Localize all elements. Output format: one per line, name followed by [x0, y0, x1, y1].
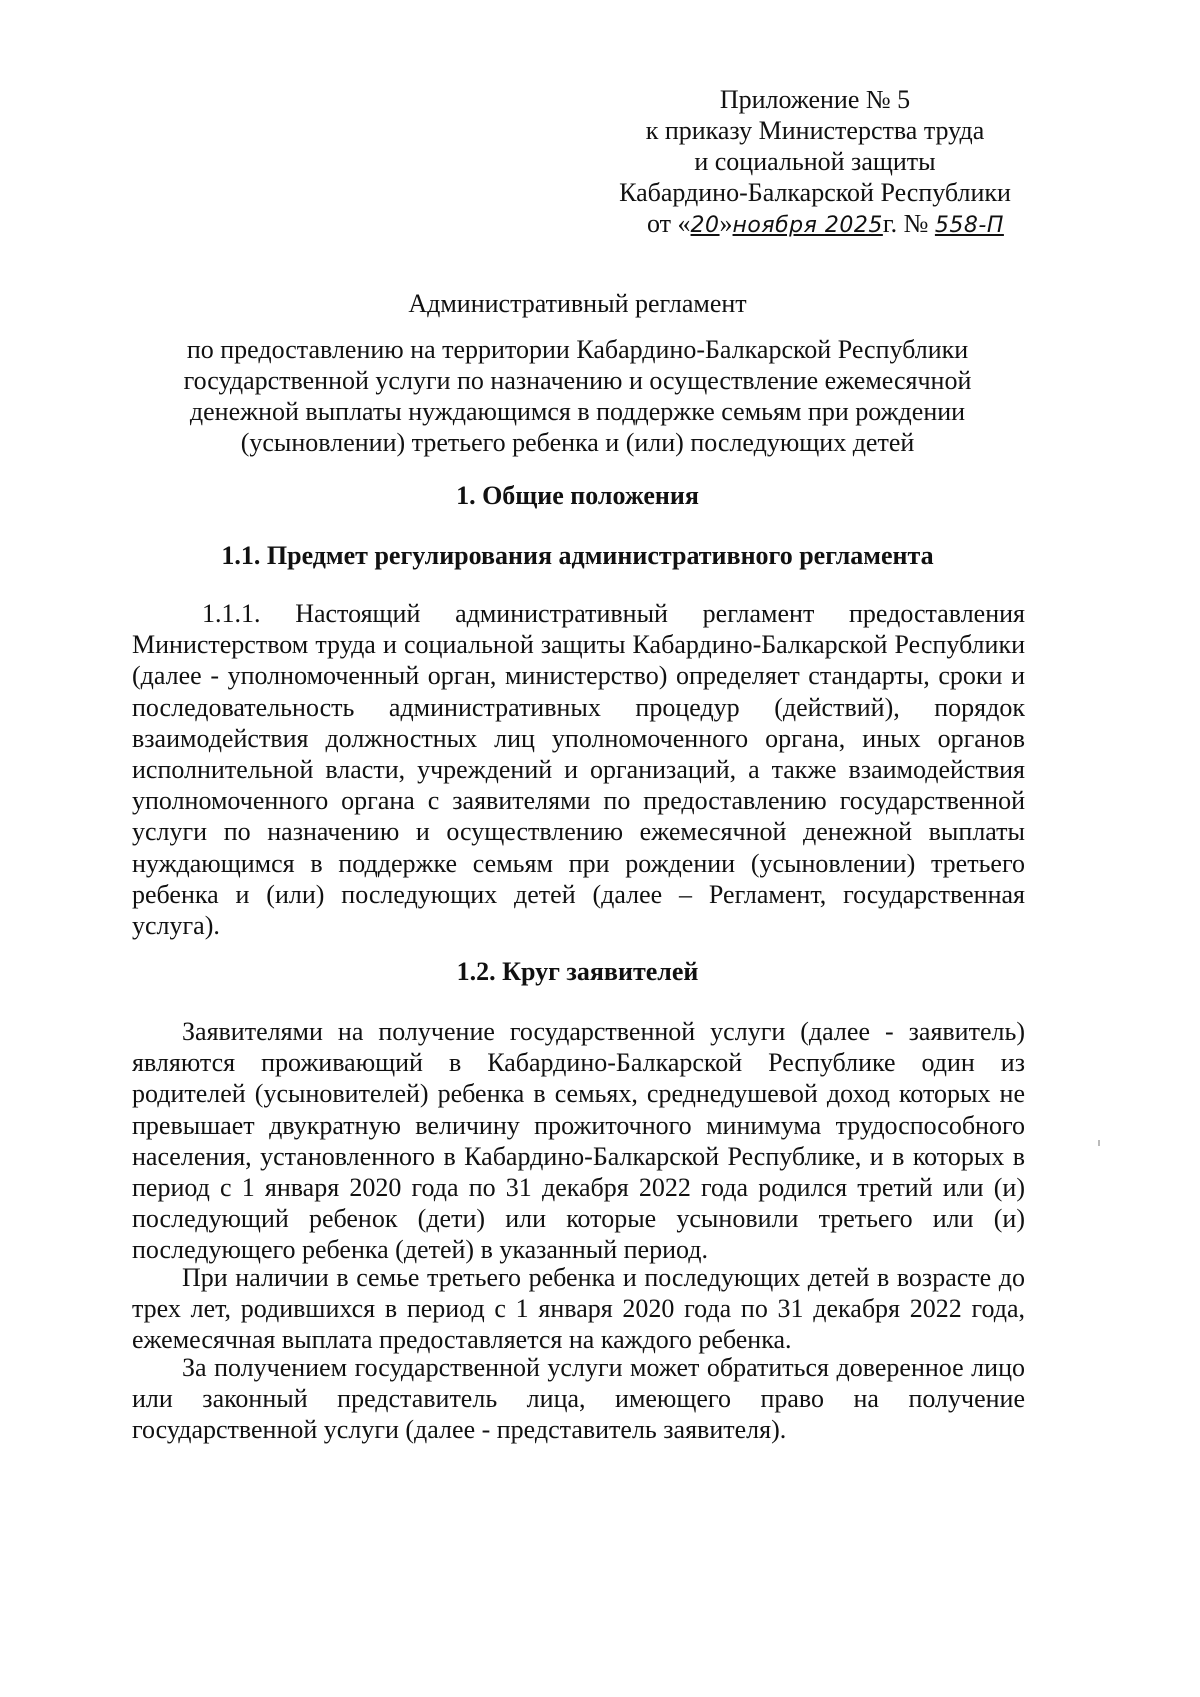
annex-number: Приложение № 5 — [719, 85, 911, 114]
annex-republic: Кабардино-Балкарской Республики — [619, 178, 1011, 207]
scan-artifact — [1098, 1140, 1100, 1146]
date-suffix: г. № — [882, 209, 935, 238]
annex-date-line — [595, 208, 1035, 241]
date-mid: » — [719, 209, 733, 238]
handwritten-day: 20 — [690, 213, 720, 238]
annex-block — [595, 84, 1035, 241]
handwritten-order-number: 558-П — [934, 213, 1004, 238]
date-prefix: от « — [647, 209, 691, 238]
paragraph-each-child: При наличии в семье третьего ребенка и последующих детей в возрасте до трех лет, родившихся в период с 1 января 2020 года по 31 декабря 2022 года, ежемесячная выплата предоставляется на каждого ребенка. — [132, 1263, 1025, 1355]
section-heading-subject: 1.1. Предмет регулирования административного регламента — [221, 541, 934, 570]
handwritten-month-year: ноября 2025 — [732, 213, 883, 238]
document-title: Административный регламент — [408, 289, 747, 318]
paragraph-1-1-1: 1.1.1. Настоящий административный регламент предоставления Министерством труда и социальной защиты Кабардино-Балкарской Республики (далее - уполномоченный орган, министерство) определяет стандарты, сроки и последовательность административных процедур (действий), порядок взаимодействия должностных лиц уполномоченного органа, иных органов исполнительной власти, учреждений и организаций, а также взаимодействия уполномоченного органа с заявителями по предоставлению государственной услуги по назначению и осуществлению ежемесячной денежной выплаты нуждающимся в поддержке семьям при рождении (усыновлении) третьего ребенка и (или) последующих детей (далее – Регламент, государственная услуга). — [132, 599, 1025, 941]
annex-order-ref: к приказу Министерства труда — [645, 116, 985, 145]
annex-ministry: и социальной защиты — [694, 147, 936, 176]
paragraph-applicants: Заявителями на получение государственной услуги (далее - заявитель) являются проживающий в Кабардино-Балкарской Республике один из родителей (усыновителей) ребенка в семьях, среднедушевой доход которых не превышает двукратную величину прожиточного минимума трудоспособного населения, установленного в Кабардино-Балкарской Республике, и в которых в период с 1 января 2020 года по 31 декабря 2022 года родился третий или (и) последующий ребенок (дети) или которые усыновили третьего или (и) последующего ребенка (детей) в указанный период. — [132, 1017, 1025, 1265]
paragraph-representative: За получением государственной услуги может обратиться доверенное лицо или законный представитель лица, имеющего право на получение государственной услуги (далее - представитель заявителя). — [132, 1353, 1025, 1445]
section-heading-applicants: 1.2. Круг заявителей — [456, 957, 699, 986]
document-subtitle: по предоставлению на территории Кабардино-Балкарской Республики государственной услуги по назначению и осуществление ежемесячной денежной выплаты нуждающимся в поддержке семьям при рождении (усыновлении) третьего ребенка и (или) последующих детей — [183, 335, 972, 457]
section-heading-general: 1. Общие положения — [456, 481, 699, 510]
